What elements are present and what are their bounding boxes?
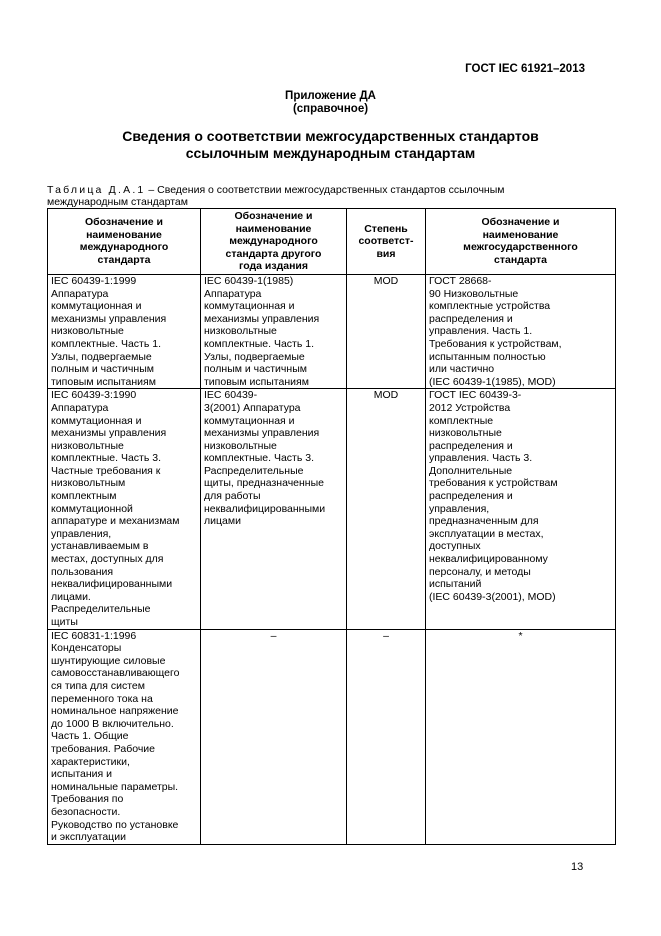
header-degree: Степень соответст- вия <box>347 209 426 275</box>
page-number: 13 <box>571 861 584 873</box>
header-interstate-standard: Обозначение и наименование межгосударственного стандарта <box>426 209 616 275</box>
cell-other-edition: – <box>201 629 347 844</box>
header-intl-standard: Обозначение и наименование международного стандарта <box>48 209 201 275</box>
table-caption <box>47 184 567 208</box>
cell-degree: MOD <box>347 389 426 629</box>
cell-interstate-standard: ГОСТ 28668- 90 Низковольтные комплектные устройства распределения и управления. Часть 1. Требования к устройствам, испытанным полностью или частично (IEC 60439-1(1985), MOD) <box>426 274 616 388</box>
header-other-edition: Обозначение и наименование международного стандарта другого года издания <box>201 209 347 275</box>
cell-other-edition: IEC 60439-1(1985) Аппаратура коммутационная и механизмы управления низковольтные комплектные. Часть 1. Узлы, подвергаемые полным и частичным типовым испытаниям <box>201 274 347 388</box>
cell-interstate-standard: * <box>426 629 616 844</box>
cell-intl-standard: IEC 60831-1:1996 Конденсаторы шунтирующие силовые самовосстанавливающего ся типа для систем переменного тока на номинальное напряжение до 1000 В включительно. Часть 1. Общие требования. Рабочие характеристики, испытания и номинальные параметры. Требования по безопасности. Руководство по установке и эксплуатации <box>48 629 201 844</box>
table-header-row <box>48 209 616 275</box>
annex-heading <box>0 90 661 116</box>
cell-degree: MOD <box>347 274 426 388</box>
section-title-line-2: ссылочным международным стандартам <box>185 145 476 161</box>
table-caption-text: – Сведения о соответствии межгосударственных стандартов ссылочным международным стандартам <box>47 184 505 208</box>
annex-subtitle: (справочное) <box>292 103 369 115</box>
section-title-line-1: Сведения о соответствии межгосударственных стандартов <box>122 128 539 144</box>
cell-interstate-standard: ГОСТ IEC 60439-3- 2012 Устройства комплектные низковольтные распределения и управления. Часть 3. Дополнительные требования к устройствам распределения и управления, предназначенным для эксплуатации в местах, доступных неквалифицированному персоналу, и методы испытаний (IEC 60439-3(2001), MOD) <box>426 389 616 629</box>
cell-other-edition: IEC 60439- 3(2001) Аппаратура коммутационная и механизмы управления низковольтные комплектные. Часть 3. Распределительные щиты, предназначенные для работы неквалифицированными лицами <box>201 389 347 629</box>
standards-correspondence-table <box>47 208 616 845</box>
table-row <box>48 274 616 388</box>
section-title <box>0 128 661 162</box>
table-row <box>48 389 616 629</box>
cell-intl-standard: IEC 60439-3:1990 Аппаратура коммутационная и механизмы управления низковольтные комплектные. Часть 3. Частные требования к низковольтным комплектным коммутационной аппаратуре и механизмам управления, устанавливаемым в местах, доступных для пользования неквалифицированными лицами. Распределительные щиты <box>48 389 201 629</box>
cell-degree: – <box>347 629 426 844</box>
document-code: ГОСТ IEC 61921–2013 <box>465 63 585 75</box>
table-caption-label: Таблица Д.А.1 <box>47 184 146 196</box>
annex-title: Приложение ДА <box>285 90 376 102</box>
table-row <box>48 629 616 844</box>
cell-intl-standard: IEC 60439-1:1999 Аппаратура коммутационная и механизмы управления низковольтные комплектные. Часть 1. Узлы, подвергаемые полным и частичным типовым испытаниям <box>48 274 201 388</box>
